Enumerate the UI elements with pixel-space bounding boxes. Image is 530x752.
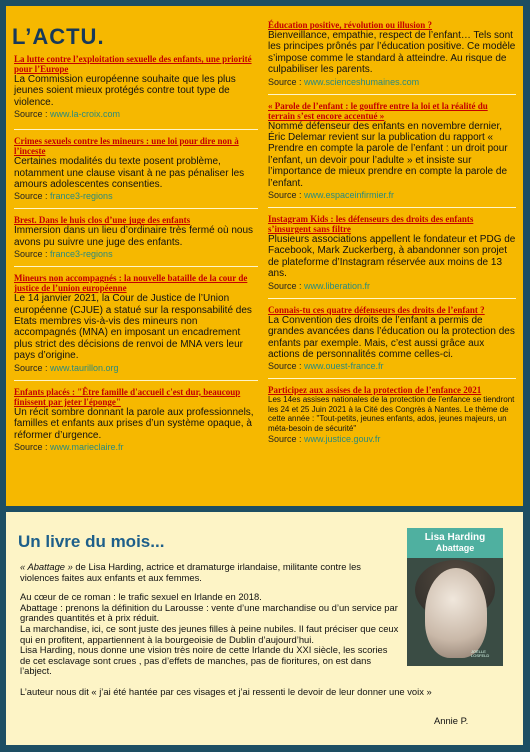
news-item [14, 273, 258, 373]
book-paragraph: Abattage : prenons la définition du Larousse : vente d’une marchandise ou d’un service par grandes quantités et à prix réduit. [20, 601, 398, 624]
divider [14, 129, 258, 130]
source-link[interactable]: www.ouest-france.fr [304, 361, 384, 372]
news-source: Source : www.justice.gouv.fr [268, 433, 381, 444]
news-headline[interactable]: Participez aux assises de la protection de l’enfance 2021 [268, 385, 482, 396]
news-source: Source : www.espaceinfirmier.fr [268, 190, 395, 201]
news-body: La Convention des droits de l’enfant a permis de grandes avancées dans l’éducation ou la protection des enfants par exemple. Mais, c’est aussi grâce aux actions de personnalités comme celles-ci. [268, 314, 515, 360]
divider [268, 298, 516, 299]
cover-publisher: JOËLLE LOSFELD [471, 649, 490, 658]
news-headline[interactable]: Connais-tu ces quatre défenseurs des droits de l’enfant ? [268, 304, 485, 315]
divider [14, 380, 258, 381]
news-item [14, 54, 258, 120]
news-item [268, 20, 516, 88]
news-column-right [268, 20, 516, 445]
news-source: Source : www.ouest-france.fr [268, 361, 384, 372]
source-link[interactable]: www.espaceinfirmier.fr [304, 190, 395, 201]
news-body: Nommé défenseur des enfants en novembre dernier, Éric Delemar revient sur la publication du rapport « Prendre en compte la parole de l’enfant : un droit pour l’enfant, un devoir pour l’adulte » et insiste sur l’importance de mieux prendre en compte la parole de l’enfant. [268, 120, 508, 189]
news-item [14, 215, 258, 260]
source-link[interactable]: www.taurillon.org [50, 362, 119, 373]
news-body: Immersion dans un lieu d’ordinaire très fermé où nous avons pu suivre une juge des enfants. [14, 225, 254, 248]
source-link[interactable]: www.liberation.fr [304, 280, 371, 291]
news-item [268, 101, 516, 201]
news-column-left [14, 54, 258, 453]
source-link[interactable]: www.justice.gouv.fr [304, 433, 381, 444]
news-headline[interactable]: « Parole de l’enfant : le gouffre entre la loi et la réalité du terrain s’est encore accentué » [268, 100, 488, 121]
source-link[interactable]: www.marieclaire.fr [50, 441, 124, 452]
cover-title: Abattage [435, 543, 475, 553]
book-cover-image [407, 528, 503, 666]
divider [14, 208, 258, 209]
source-link[interactable]: www.la-croix.com [50, 109, 121, 120]
book-review [20, 562, 400, 677]
news-item [14, 387, 258, 453]
news-body: La Commission européenne souhaite que les plus jeunes soient mieux protégés contre tout type de violence. [14, 74, 236, 108]
source-link[interactable]: france3-regions [50, 191, 113, 202]
news-source: Source : france3-regions [14, 249, 113, 260]
book-section-title: Un livre du mois... [18, 532, 165, 551]
divider [268, 94, 516, 95]
news-headline[interactable]: Enfants placés : "Être famille d'accueil c'est dur, beaucoup finissent par jeter l'éponge" [14, 386, 241, 407]
cover-text [407, 533, 503, 553]
book-intro [20, 562, 400, 583]
book-paragraph: Lisa Harding, nous donne une vision très noire de cette Irlande du XXI siècle, les scories de cet esclavage sont crues , pas d’effets de manches, pas de fioritures, on est dans l’abject. [20, 644, 388, 677]
news-source: Source : www.la-croix.com [14, 109, 121, 120]
news-body: Le 14 janvier 2021, la Cour de Justice de l’Union européenne (CJUE) a statué sur la responsabilité des Etats membres vis-à-vis des mineurs non accompagnés (MNA) en imposant un encadrement plus strict des décisions de renvoi de MNA vers leur pays d’origine. [14, 293, 252, 362]
news-headline[interactable]: Crimes sexuels contre les mineurs : une loi pour dire non à l’inceste [14, 136, 239, 157]
news-headline[interactable]: Instagram Kids : les défenseurs des droits des enfants s’insurgent sans filtre [268, 214, 474, 235]
news-item [14, 136, 258, 202]
news-source: Source : france3-regions [14, 191, 113, 202]
source-link[interactable]: www.scienceshumaines.com [304, 76, 420, 87]
news-headline[interactable]: Éducation positive, révolution ou illusion ? [268, 20, 433, 30]
source-link[interactable]: france3-regions [50, 249, 113, 260]
book-quote: L’auteur nous dit « j’ai été hantée par ces visages et j’ai ressenti le devoir de leur donner une voix » [20, 686, 432, 697]
news-source: Source : www.liberation.fr [268, 280, 371, 291]
news-item [268, 385, 516, 445]
news-body: Certaines modalités du texte posent problème, notamment une clause visant à ne pas pénaliser les amours adolescentes consenties. [14, 156, 245, 191]
cover-author: Lisa Harding [424, 532, 486, 543]
cover-face [425, 568, 487, 658]
news-headline[interactable]: La lutte contre l’exploitation sexuelle des enfants, une priorité pour l’Europe [14, 54, 252, 74]
news-source: Source : www.marieclaire.fr [14, 441, 124, 452]
news-body: Bienveillance, empathie, respect de l’enfant… Tels sont les principes prônés par l’éducation positive. Ce modèle s’impose comme le standard à atteindre. Au risque de culpabiliser les parents. [268, 30, 516, 76]
book-intro-title: « Abattage » [20, 561, 73, 572]
book-paragraph: La marchandise, ici, ce sont juste des jeunes filles à peine nubiles. Il faut préciser que ceux qui en profitent, appartiennent à la bourgeoisie de Dublin d’aujourd’hui. [20, 622, 399, 645]
news-headline[interactable]: Brest. Dans le huis clos d’une juge des enfants [14, 215, 191, 226]
news-source: Source : www.scienceshumaines.com [268, 76, 420, 87]
news-item [268, 305, 516, 373]
news-headline[interactable]: Mineurs non accompagnés : la nouvelle bataille de la cour de justice de l’union européenne [14, 273, 248, 294]
divider [14, 266, 258, 267]
news-body: Plusieurs associations appellent le fondateur et PDG de Facebook, Mark Zuckerberg, à abandonner son projet de plateforme d’Instagram réservée aux moins de 13 ans. [268, 234, 516, 280]
actu-title: L’ACTU. [12, 24, 105, 49]
news-body: Les 14es assises nationales de la protection de l’enfance se tiendront les 24 et 25 Juin 2021 à la Cité des Congrès à Nantes. Le thème de cette année : "Tout-petits, jeunes enfants, ados, jeunes majeurs, un méta-besoin de sécurité" [268, 395, 515, 433]
book-intro-rest: de Lisa Harding, actrice et dramaturge irlandaise, militante contre les violences faites aux enfants et aux femmes. [20, 561, 361, 583]
book-paragraph: Au cœur de ce roman : le trafic sexuel en Irlande en 2018. [20, 591, 262, 603]
divider [268, 378, 516, 379]
review-author: Annie P. [434, 715, 469, 726]
news-body: Un récit sombre donnant la parole aux professionnels, familles et enfants aux prises d’un système opaque, à réformer d’urgence. [14, 406, 254, 441]
divider [268, 207, 516, 208]
news-source: Source : www.taurillon.org [14, 362, 119, 373]
news-item [268, 214, 516, 292]
